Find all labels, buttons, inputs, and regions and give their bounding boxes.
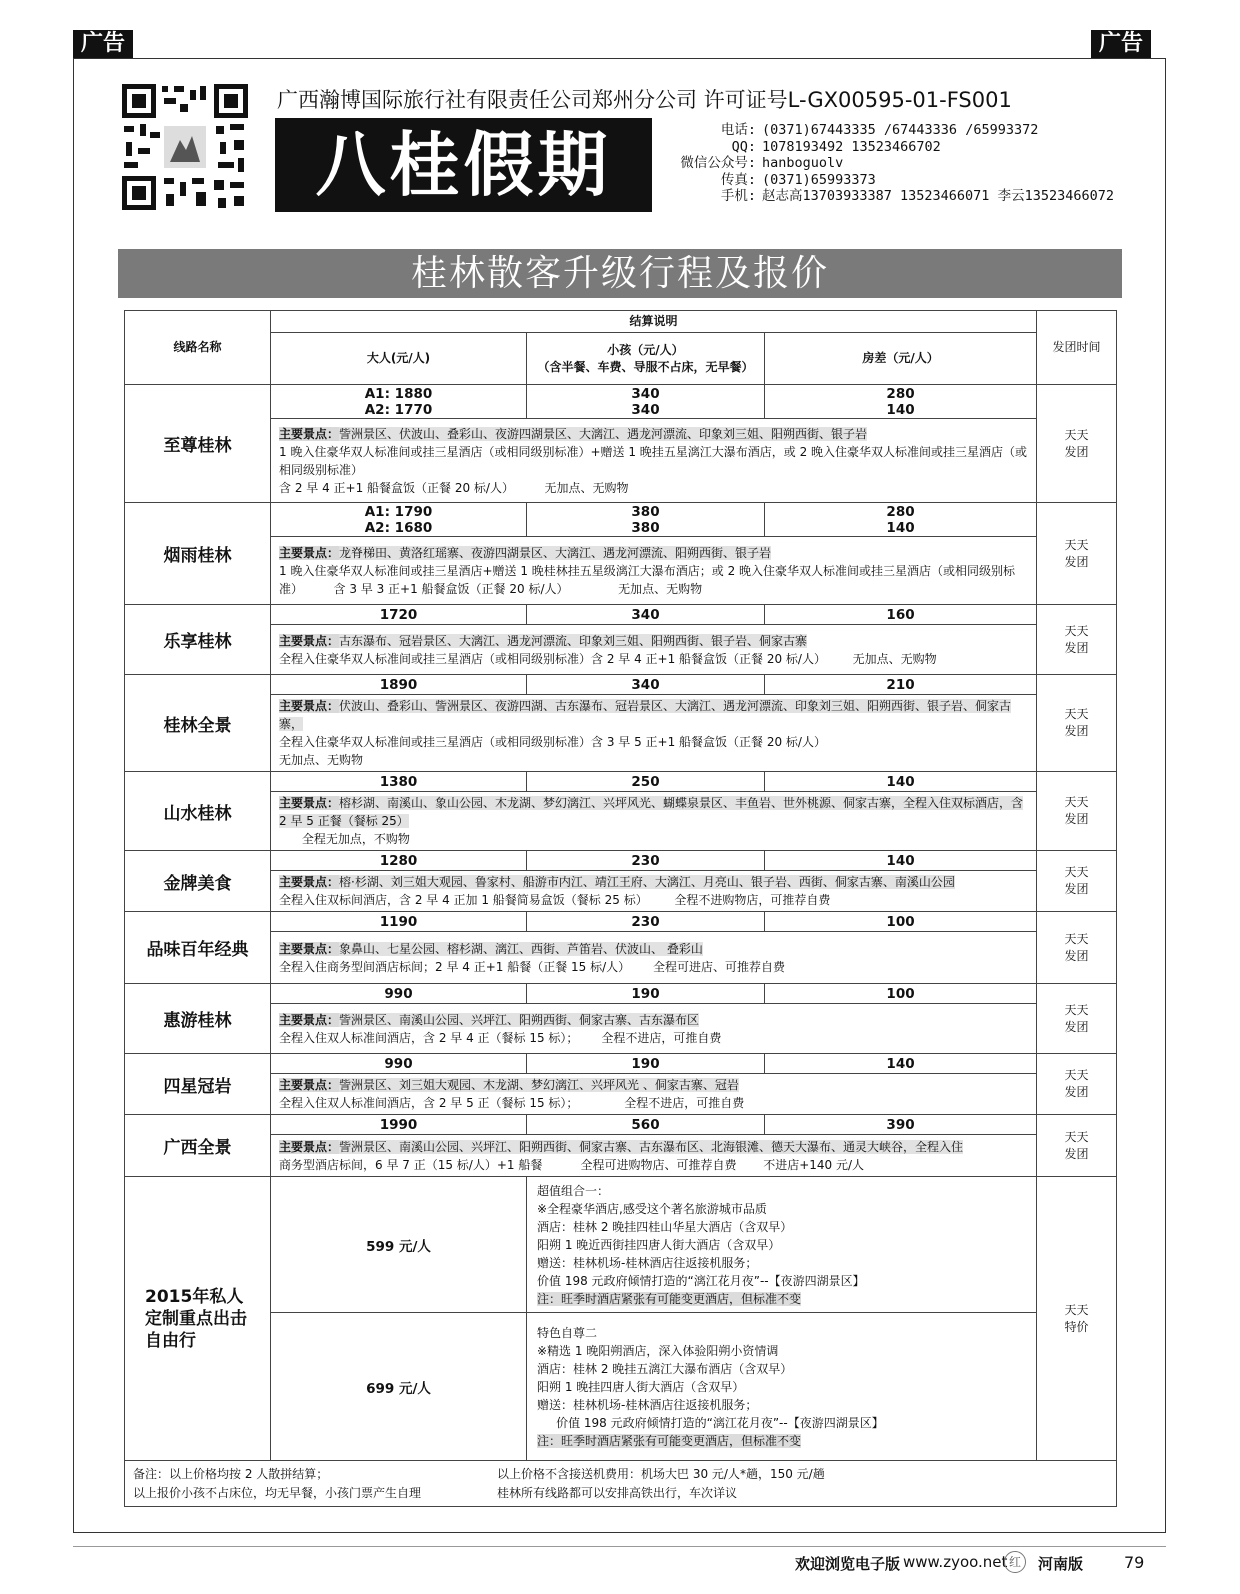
route-description xyxy=(271,695,1037,772)
spots-list: 象鼻山、七星公园、榕杉湖、漓江、西街、芦笛岩、伏波山、 叠彩山 xyxy=(339,941,703,956)
departure-schedule: 天天 发团 xyxy=(1037,675,1117,772)
contact-fax: 传真: (0371)65993373 xyxy=(720,171,876,188)
route-detail-row xyxy=(125,932,1117,984)
route-name: 桂林全景 xyxy=(125,675,271,772)
header-settlement: 结算说明 xyxy=(271,311,1037,333)
price-table xyxy=(124,310,1117,1507)
spots-label: 主要景点： xyxy=(279,426,340,441)
departure-schedule: 天天 发团 xyxy=(1037,772,1117,851)
route-description xyxy=(271,1004,1037,1054)
contact-qq: QQ: 1078193492 13523466702 xyxy=(731,138,941,155)
adult-price: A1: 1880 A2: 1770 xyxy=(271,385,527,419)
page-title: 桂林散客升级行程及报价 xyxy=(118,249,1122,298)
contact-wechat: 微信公众号: hanboguolv xyxy=(680,155,844,172)
package-line: 价值 198 元政府倾情打造的“漓江花月夜”--【夜游四湖景区】 xyxy=(537,1415,884,1430)
header-departure: 发团时间 xyxy=(1037,311,1117,385)
custom-departure: 天天 特价 xyxy=(1037,1177,1117,1461)
route-detail-row xyxy=(125,871,1117,912)
qr-code-icon xyxy=(120,82,250,212)
route-detail-row xyxy=(125,1074,1117,1115)
package-line: 酒店：桂林 2 晚挂四桂山华星大酒店（含双早） xyxy=(537,1219,793,1234)
contact-mobile: 手机: 赵志高13703933387 13523466071 李云13523466072 xyxy=(720,188,1114,205)
brand-logo: 八桂假期 xyxy=(275,118,652,212)
child-price: 340 340 xyxy=(527,385,765,419)
package-line: 赠送：桂林机场-桂林酒店往返接机服务； xyxy=(537,1255,758,1270)
route-description xyxy=(271,932,1037,984)
adult-price: 1190 xyxy=(271,912,527,932)
spots-label: 主要景点： xyxy=(279,1078,340,1092)
package-line: ※全程豪华酒店,感受这个著名旅游城市品质 xyxy=(537,1201,767,1216)
header-adult: 大人(元/人) xyxy=(271,333,527,385)
package-price: 699 元/人 xyxy=(271,1313,527,1461)
spots-label: 主要景点： xyxy=(279,875,340,889)
route-detail-line: 含 2 早 4 正+1 船餐盒饭（正餐 20 标/人） 无加点、无购物 xyxy=(279,480,629,495)
note-left-2: 以上报价小孩不占床位，均无早餐，小孩门票产生自理 xyxy=(133,1485,422,1500)
contact-phone: 电话: (0371)67443335 /67443336 /65993372 xyxy=(720,122,1039,138)
route-detail-row xyxy=(125,695,1117,772)
route-description xyxy=(271,625,1037,675)
company-name: 广西瀚博国际旅行社有限责任公司郑州分公司 许可证号L-GX00595-01-FS001 xyxy=(277,88,1012,112)
departure-schedule: 天天 发团 xyxy=(1037,851,1117,912)
note-right-2: 桂林所有线路都可以安排高铁出行，车次详议 xyxy=(497,1485,738,1500)
adult-price: 990 xyxy=(271,1054,527,1074)
route-price-row xyxy=(125,984,1117,1004)
child-price: 340 xyxy=(527,675,765,695)
custom-package-row xyxy=(125,1177,1117,1313)
header-route: 线路名称 xyxy=(125,311,271,385)
spots-list: 訾洲景区、南溪山公园、兴坪江、阳朔西街、侗家古寨、古东瀑布区、北海银滩、德天大瀑布、通灵大峡谷，全程入住 xyxy=(339,1139,964,1154)
spots-list: 榕杉湖、南溪山、象山公园、木龙湖、梦幻漓江、兴坪风光、蝴蝶泉景区、丰鱼岩、世外桃源、侗家古寨，全程入住双标酒店，含 2 早 5 正餐（餐标 25） xyxy=(279,796,1024,828)
room-diff-price: 280 140 xyxy=(765,385,1037,419)
footer-divider xyxy=(73,1546,1166,1547)
departure-schedule: 天天 发团 xyxy=(1037,912,1117,984)
custom-route-name: 2015年私人定制重点出击自由行 xyxy=(125,1177,271,1461)
room-diff-price: 390 xyxy=(765,1115,1037,1135)
child-price: 190 xyxy=(527,1054,765,1074)
adult-price: 1720 xyxy=(271,605,527,625)
route-detail-line: 全程入住豪华双人标准间或挂三星酒店（或相同级别标准）含 2 早 4 正+1 船餐盒饭（正餐 20 标/人） 无加点、无购物 xyxy=(279,651,937,666)
route-name: 乐享桂林 xyxy=(125,605,271,675)
route-price-row xyxy=(125,912,1117,932)
route-detail-row xyxy=(125,1004,1117,1054)
departure-schedule: 天天 发团 xyxy=(1037,1115,1117,1177)
room-diff-price: 140 xyxy=(765,851,1037,871)
spots-label: 主要景点： xyxy=(279,1139,340,1154)
route-description xyxy=(271,537,1037,605)
route-price-row xyxy=(125,772,1117,792)
route-detail-line: 全程入住豪华双人标准间或挂三星酒店（或相同级别标准）含 3 早 5 正+1 船餐盒饭（正餐 20 标/人） xyxy=(279,735,826,749)
route-detail-line: 全程入住双人标准间酒店，含 2 早 4 正（餐标 15 标）； 全程不进店，可推自费 xyxy=(279,1030,722,1045)
header-room-diff: 房差（元/人） xyxy=(765,333,1037,385)
room-diff-price: 160 xyxy=(765,605,1037,625)
room-diff-price: 140 xyxy=(765,772,1037,792)
adult-price: 1380 xyxy=(271,772,527,792)
room-diff-price: 100 xyxy=(765,984,1037,1004)
room-diff-price: 280 140 xyxy=(765,503,1037,537)
room-diff-price: 140 xyxy=(765,1054,1037,1074)
header-child: 小孩（元/人） （含半餐、车费、导服不占床，无早餐） xyxy=(527,333,765,385)
adult-price: 990 xyxy=(271,984,527,1004)
route-price-row xyxy=(125,503,1117,537)
room-diff-price: 210 xyxy=(765,675,1037,695)
ad-tag-right: 广告 xyxy=(1091,30,1151,58)
package-title: 超值组合一： xyxy=(537,1183,610,1198)
spots-label: 主要景点： xyxy=(279,545,340,560)
spots-list: 訾洲景区、南溪山公园、兴坪江、阳朔西街、侗家古寨、古东瀑布区 xyxy=(339,1012,700,1027)
route-detail-row xyxy=(125,419,1117,503)
newspaper-logo-icon: 红 xyxy=(1004,1551,1026,1573)
page-number: 79 xyxy=(1124,1553,1145,1572)
spots-label: 主要景点： xyxy=(279,1012,340,1027)
route-name: 至尊桂林 xyxy=(125,385,271,503)
route-description xyxy=(271,871,1037,912)
route-price-row xyxy=(125,675,1117,695)
route-description xyxy=(271,1135,1037,1177)
route-price-row xyxy=(125,1115,1117,1135)
package-line: 价值 198 元政府倾情打造的“漓江花月夜”--【夜游四湖景区】 xyxy=(537,1273,865,1288)
route-name: 山水桂林 xyxy=(125,772,271,851)
route-detail-row xyxy=(125,537,1117,605)
spots-list: 伏波山、叠彩山、訾洲景区、夜游四湖、古东瀑布、冠岩景区、大漓江、遇龙河漂流、印象刘三姐、阳朔西街、银子岩、侗家古寨， xyxy=(279,699,1012,731)
child-price: 560 xyxy=(527,1115,765,1135)
route-name: 四星冠岩 xyxy=(125,1054,271,1115)
route-detail-line: 全程无加点，不购物 xyxy=(279,832,410,846)
package-note: 注：旺季时酒店紧张有可能变更酒店，但标准不变 xyxy=(537,1291,802,1306)
route-detail-line: 无加点、无购物 xyxy=(279,753,364,767)
route-detail-line: 全程入住双标间酒店，含 2 早 4 正加 1 船餐简易盒饭（餐标 25 标） 全程不进购物店，可推荐自费 xyxy=(279,893,831,907)
departure-schedule: 天天 发团 xyxy=(1037,605,1117,675)
package-line: 酒店：桂林 2 晚挂五漓江大瀑布酒店（含双早） xyxy=(537,1361,793,1376)
route-name: 金牌美食 xyxy=(125,851,271,912)
route-name: 品味百年经典 xyxy=(125,912,271,984)
spots-label: 主要景点： xyxy=(279,941,340,956)
package-line: 阳朔 1 晚挂四唐人街大酒店（含双早） xyxy=(537,1379,745,1394)
route-detail-row xyxy=(125,792,1117,851)
route-description xyxy=(271,419,1037,503)
package-note: 注：旺季时酒店紧张有可能变更酒店，但标准不变 xyxy=(537,1433,802,1448)
route-detail-row xyxy=(125,625,1117,675)
footer-url: www.zyoo.net xyxy=(903,1553,1008,1571)
departure-schedule: 天天 发团 xyxy=(1037,1054,1117,1115)
spots-list: 龙脊梯田、黄洛红瑶寨、夜游四湖景区、大漓江、遇龙河漂流、阳朔西街、银子岩 xyxy=(339,545,772,560)
package-description xyxy=(527,1177,1037,1313)
contact-info xyxy=(660,122,1114,205)
adult-price: 1890 xyxy=(271,675,527,695)
notes-row xyxy=(125,1461,1117,1507)
package-description xyxy=(527,1313,1037,1461)
spots-label: 主要景点： xyxy=(279,796,340,810)
custom-package-row xyxy=(125,1313,1117,1461)
adult-price: A1: 1790 A2: 1680 xyxy=(271,503,527,537)
spots-list: 訾洲景区、伏波山、叠彩山、夜游四湖景区、大漓江、遇龙河漂流、印象刘三姐、阳朔西街、银子岩 xyxy=(339,426,868,441)
note-left-1: 备注：以上价格均按 2 人散拼结算； xyxy=(133,1466,329,1481)
child-price: 230 xyxy=(527,912,765,932)
spots-label: 主要景点： xyxy=(279,633,340,648)
route-detail-row xyxy=(125,1135,1117,1177)
package-line: 阳朔 1 晚近西街挂四唐人街大酒店（含双早） xyxy=(537,1237,781,1252)
adult-price: 1280 xyxy=(271,851,527,871)
route-name: 烟雨桂林 xyxy=(125,503,271,605)
notes xyxy=(125,1461,1117,1507)
departure-schedule: 天天 发团 xyxy=(1037,385,1117,503)
spots-label: 主要景点： xyxy=(279,699,340,713)
child-price: 340 xyxy=(527,605,765,625)
route-price-row xyxy=(125,1054,1117,1074)
package-title: 特色自尊二 xyxy=(537,1325,598,1340)
child-price: 230 xyxy=(527,851,765,871)
route-detail-line: 商务型酒店标间，6 早 7 正（15 标/人）+1 船餐 全程可进购物店、可推荐自费 不进店+140 元/人 xyxy=(279,1157,865,1172)
ad-tag-left: 广告 xyxy=(73,30,133,58)
departure-schedule: 天天 发团 xyxy=(1037,503,1117,605)
route-description xyxy=(271,792,1037,851)
route-detail-line: 全程入住商务型间酒店标间；2 早 4 正+1 船餐（正餐 15 标/人） 全程可进店、可推荐自费 xyxy=(279,959,786,974)
spots-list: 榕·杉湖、刘三姐大观园、鲁家村、船游市内江、靖江王府、大漓江、月亮山、银子岩、西街、侗家古寨、南溪山公园 xyxy=(339,875,955,889)
child-price: 250 xyxy=(527,772,765,792)
adult-price: 1990 xyxy=(271,1115,527,1135)
route-price-row xyxy=(125,605,1117,625)
route-price-row xyxy=(125,385,1117,419)
spots-list: 古东瀑布、冠岩景区、大漓江、遇龙河漂流、印象刘三姐、阳朔西街、银子岩、侗家古寨 xyxy=(339,633,808,648)
spots-list: 訾洲景区、刘三姐大观园、木龙湖、梦幻漓江、兴坪风光 、侗家古寨、冠岩 xyxy=(339,1078,739,1092)
route-detail-line: 1 晚入住豪华双人标准间或挂三星酒店（或相同级别标准）+赠送 1 晚挂五星漓江大瀑布酒店，或 2 晚入住豪华双人标准间或挂三星酒店（或相同级别标准） xyxy=(279,444,1028,477)
departure-schedule: 天天 发团 xyxy=(1037,984,1117,1054)
child-price: 380 380 xyxy=(527,503,765,537)
note-right-1: 以上价格不含接送机费用：机场大巴 30 元/人*趟，150 元/趟 xyxy=(497,1466,825,1481)
package-price: 599 元/人 xyxy=(271,1177,527,1313)
route-name: 惠游桂林 xyxy=(125,984,271,1054)
route-detail-line: 全程入住双人标准间酒店，含 2 早 5 正（餐标 15 标）； 全程不进店，可推自费 xyxy=(279,1096,745,1110)
route-price-row xyxy=(125,851,1117,871)
room-diff-price: 100 xyxy=(765,912,1037,932)
route-description xyxy=(271,1074,1037,1115)
footer-edition: 河南版 xyxy=(1038,1555,1084,1573)
route-detail-line: 1 晚入住豪华双人标准间或挂三星酒店+赠送 1 晚桂林挂五星级漓江大瀑布酒店；或 2 晚入住豪华双人标准间或挂三星酒店（或相同级别标准） 含 3 早 3 正+1 船餐盒饭（正餐 20 标/人） 无加点、无购物 xyxy=(279,563,1016,596)
package-line: 赠送：桂林机场-桂林酒店往返接机服务； xyxy=(537,1397,758,1412)
package-line: ※精选 1 晚阳朔酒店，深入体验阳朔小资情调 xyxy=(537,1343,779,1358)
route-name: 广西全景 xyxy=(125,1115,271,1177)
child-price: 190 xyxy=(527,984,765,1004)
footer-welcome: 欢迎浏览电子版 xyxy=(795,1555,901,1573)
